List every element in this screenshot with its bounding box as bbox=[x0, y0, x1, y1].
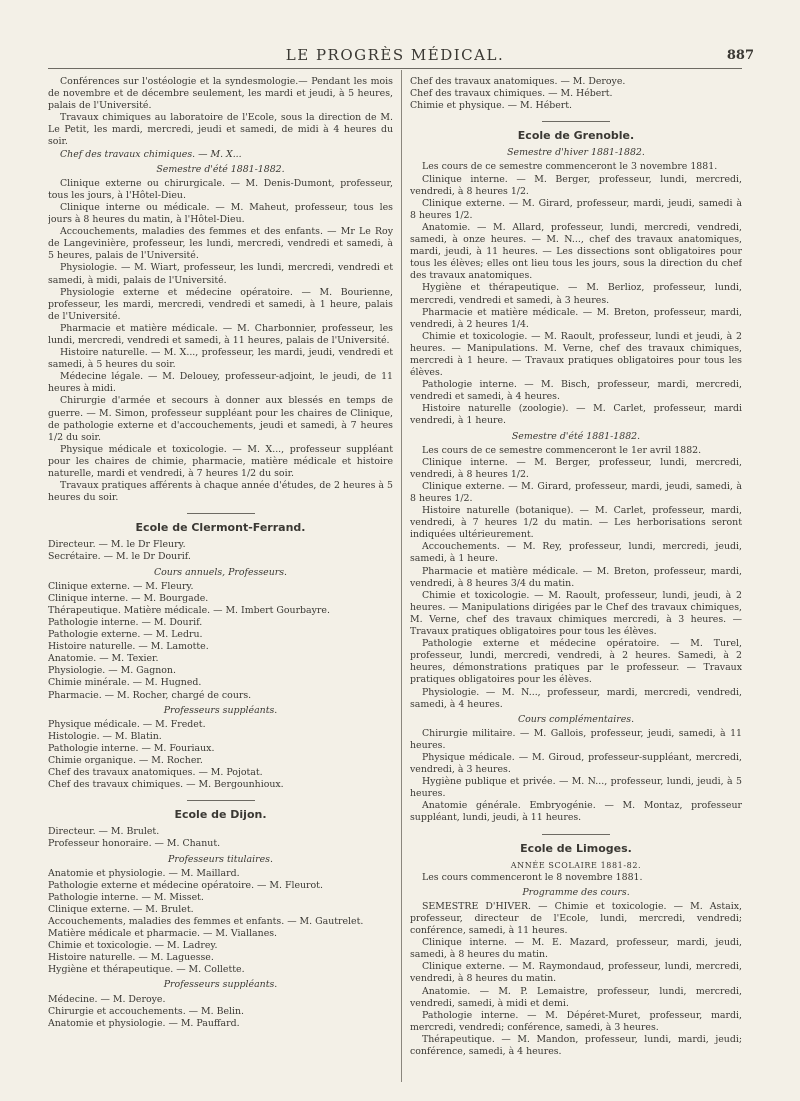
paragraph: Anatomie. — M. P. Lemaistre, professeur, lundi, mercredi, vendredi, samedi, à midi et demi. bbox=[410, 985, 742, 1009]
paragraph: Physiologie. — M. Wiart, professeur, les lundi, mercredi, vendredi et samedi, à midi, palais de l'Université. bbox=[48, 262, 393, 286]
list-item: Directeur. — M. Brulet. bbox=[48, 826, 160, 838]
list-item: Chimie et physique. — M. Hébert. bbox=[410, 100, 573, 112]
list-item: Chef des travaux anatomiques. — M. Pojotat. bbox=[48, 767, 263, 779]
section-subtitle: Programme des cours. bbox=[522, 886, 630, 898]
list-item: Histoire naturelle. — M. Laguesse. bbox=[48, 952, 214, 964]
paragraph: Accouchements. — M. Rey, professeur, lundi, mercredi, jeudi, samedi, à 1 heure. bbox=[410, 541, 742, 565]
paragraph: Conférences sur l'ostéologie et la syndesmologie.— Pendant les mois de novembre et de décembre seulement, les mardi et jeudi, à 5 heures, palais de l'Université. bbox=[48, 76, 393, 112]
list-item: Directeur. — M. le Dr Fleury. bbox=[48, 539, 186, 551]
section-subtitle: Semestre d'hiver 1881-1882. bbox=[507, 147, 645, 159]
list-item: Anatomie et physiologie. — M. Maillard. bbox=[48, 867, 240, 879]
paragraph: Chef des travaux chimiques. — M. X... bbox=[60, 148, 242, 160]
list-item: Accouchements, maladies des femmes et enfants. — M. Gautrelet. bbox=[48, 916, 364, 927]
paragraph: Histoire naturelle. — M. X..., professeur, les mardi, jeudi, vendredi et samedi, à 5 heures du soir. bbox=[48, 347, 393, 371]
column-rule bbox=[401, 70, 402, 1082]
paragraph: Clinique externe ou chirurgicale. — M. Denis-Dumont, professeur, tous les jours, à l'Hôtel-Dieu. bbox=[48, 177, 393, 201]
section-subtitle: Professeurs suppléants. bbox=[163, 979, 278, 991]
list-item: Thérapeutique. Matière médicale. — M. Imbert Gourbayre. bbox=[48, 604, 330, 616]
paragraph: Clinique interne. — M. E. Mazard, professeur, mardi, jeudi, samedi, à 8 heures du matin. bbox=[410, 937, 742, 961]
list-item: Physiologie. — M. Gagnon. bbox=[48, 665, 176, 677]
list-item: Pathologie externe et médecine opératoire. — M. Fleurot. bbox=[48, 879, 323, 891]
paragraph: Clinique externe. — M. Raymondaud, professeur, lundi, mercredi, vendredi, à 8 heures du matin. bbox=[410, 961, 742, 985]
paragraph: Pathologie externe et médecine opératoire. — M. Turel, professeur, lundi, mercredi, vendredi, à 2 heures. Samedi, à 2 heures, démonstrations pratiques par le professeur. — Travaux pratiques obligatoires pour les élèves. bbox=[410, 638, 742, 686]
list-item: Chimie minérale. — M. Hugned. bbox=[48, 677, 202, 689]
paragraph: Clinique externe. — M. Girard, professeur, mardi, jeudi, samedi à 8 heures 1/2. bbox=[410, 197, 742, 221]
separator bbox=[542, 121, 610, 122]
list-item: Pathologie interne. — M. Dourif. bbox=[48, 616, 203, 628]
paragraph: Les cours de ce semestre commenceront le 3 novembre 1881. bbox=[422, 161, 718, 173]
section-subtitle: Professeurs titulaires. bbox=[168, 853, 273, 865]
running-title: LE PROGRÈS MÉDICAL. bbox=[285, 46, 505, 64]
page-header bbox=[48, 46, 754, 69]
paragraph: Les cours commenceront le 8 novembre 1881. bbox=[422, 871, 643, 883]
list-item: Anatomie et physiologie. — M. Pauffard. bbox=[48, 1017, 240, 1029]
paragraph: Anatomie. — M. Allard, professeur, lundi, mercredi, vendredi, samedi, à onze heures. — M. N..., chef des travaux anatomiques, mardi, jeudi, à 11 heures. — Les dissections sont obligatoires pour tous les élèves; elles ont lieu tous les jours, sous la direction du chef des travaux anatomiques. bbox=[410, 221, 742, 282]
paragraph: Physique médicale et toxicologie. — M. X..., professeur suppléant pour les chaires de chimie, pharmacie, matière médicale et histoire naturelle, mardi et vendredi, à 7 heures 1/2 du soir. bbox=[48, 443, 393, 479]
school-title-grenoble: Ecole de Grenoble. bbox=[517, 129, 635, 143]
paragraph: SEMESTRE D'HIVER. — Chimie et toxicologie. — M. Astaix, professeur, directeur de l'Ecole, lundi, mercredi, vendredi; conférence, samedi, à 11 heures. bbox=[410, 900, 742, 937]
section-subtitle: Cours annuels, Professeurs. bbox=[153, 566, 288, 578]
paragraph: Pharmacie et matière médicale. — M. Breton, professeur, mardi, vendredi, à 2 heures 1/4. bbox=[410, 306, 742, 330]
paragraph: Médecine légale. — M. Delouey, professeur-adjoint, le jeudi, de 11 heures à midi. bbox=[48, 371, 393, 395]
list-item: Pathologie interne. — M. Fouriaux. bbox=[48, 742, 215, 754]
paragraph: Pharmacie et matière médicale. — M. Charbonnier, professeur, les lundi, mercredi, vendredi et samedi, à 11 heures, palais de l'Université. bbox=[48, 322, 393, 346]
paragraph: Clinique interne. — M. Berger, professeur, lundi, mercredi, vendredi, à 8 heures 1/2. bbox=[410, 456, 742, 480]
list-item: Pathologie externe. — M. Ledru. bbox=[48, 629, 203, 641]
list-item: Chef des travaux chimiques. — M. Bergounhioux. bbox=[48, 779, 284, 791]
paragraph: Clinique externe. — M. Girard, professeur, mardi, jeudi, samedi, à 8 heures 1/2. bbox=[410, 480, 742, 504]
section-subtitle: Professeurs suppléants. bbox=[163, 704, 278, 716]
list-item: Chirurgie et accouchements. — M. Belin. bbox=[48, 1005, 245, 1017]
paragraph: Pharmacie et matière médicale. — M. Breton, professeur, mardi, vendredi, à 8 heures 3/4 du matin. bbox=[410, 565, 742, 589]
paragraph: Physiologie. — M. N..., professeur, mardi, mercredi, vendredi, samedi, à 4 heures. bbox=[410, 686, 742, 710]
separator bbox=[187, 513, 255, 514]
list-item: Physique médicale. — M. Fredet. bbox=[48, 718, 206, 730]
right-column bbox=[410, 76, 742, 1086]
paragraph: Chimie et toxicologie. — M. Raoult, professeur, lundi, jeudi, à 2 heures. — Manipulations dirigées par le Chef des travaux chimiques, M. Verne, chef des travaux chimiques mercredi, à 3 heures. — Travaux pratiques obligatoires pour tous les élèves. bbox=[410, 589, 742, 638]
list-item: Pharmacie. — M. Rocher, chargé de cours. bbox=[48, 689, 252, 701]
paragraph: Physiologie externe et médecine opératoire. — M. Bourienne, professeur, les mardi, mercredi, vendredi et samedi, à 1 heure, palais de l'Université. bbox=[48, 286, 393, 322]
list-item: Chef des travaux chimiques. — M. Hébert. bbox=[410, 88, 613, 100]
school-title-dijon: Ecole de Dijon. bbox=[174, 808, 267, 822]
paragraph: Chirurgie d'armée et secours à donner aux blessés en temps de guerre. — M. Simon, professeur suppléant pour les chaires de Clinique, de pathologie externe et d'accouchements, jeudi et samedi, à 7 heures 1/2 du soir. bbox=[48, 395, 393, 443]
paragraph: Accouchements, maladies des femmes et des enfants. — Mr Le Roy de Langevinière, professeur, les lundi, mercredi, vendredi et samedi, à 5 heures, palais de l'Université. bbox=[48, 226, 393, 262]
paragraph: Chimie et toxicologie. — M. Raoult, professeur, lundi et jeudi, à 2 heures. — Manipulations. M. Verne, chef des travaux chimiques, mercredi à 1 heure. — Travaux pratiques obligatoires pour tous les élèves. bbox=[410, 330, 742, 379]
list-item: Clinique interne. — M. Bourgade. bbox=[48, 592, 209, 604]
list-item: Médecine. — M. Deroye. bbox=[48, 993, 166, 1005]
paragraph: Clinique interne. — M. Berger, professeur, lundi, mercredi, vendredi, à 8 heures 1/2. bbox=[410, 173, 742, 197]
paragraph: Clinique interne ou médicale. — M. Maheut, professeur, tous les jours à 8 heures du matin, à l'Hôtel-Dieu. bbox=[48, 201, 393, 226]
list-item: Matière médicale et pharmacie. — M. Viallanes. bbox=[48, 928, 278, 940]
list-item: Clinique externe. — M. Brulet. bbox=[48, 903, 194, 915]
paragraph: Chirurgie militaire. — M. Gallois, professeur, jeudi, samedi, à 11 heures. bbox=[410, 727, 742, 751]
left-column bbox=[48, 76, 393, 1086]
paragraph: Histoire naturelle (botanique). — M. Carlet, professeur, mardi, vendredi, à 7 heures 1/2 du matin. — Les herborisations seront indiquées ultérieurement. bbox=[410, 505, 742, 541]
paragraph: Travaux chimiques au laboratoire de l'Ecole, sous la direction de M. Le Petit, les mardi, mercredi, jeudi et samedi, de midi à 4 heures du soir. bbox=[48, 112, 393, 148]
list-item: Pathologie interne. — M. Misset. bbox=[48, 891, 204, 903]
paragraph: Physique médicale. — M. Giroud, professeur-suppléant, mercredi, vendredi, à 3 heures. bbox=[410, 751, 742, 776]
paragraph: Pathologie interne. — M. Dépéret-Muret, professeur, mardi, mercredi, vendredi; conférence, samedi, à 3 heures. bbox=[410, 1009, 742, 1033]
list-item: Chef des travaux anatomiques. — M. Deroye. bbox=[410, 76, 626, 87]
school-title-clermont: Ecole de Clermont-Ferrand. bbox=[135, 521, 306, 535]
list-item: Histoire naturelle. — M. Lamotte. bbox=[48, 641, 209, 653]
list-item: Clinique externe. — M. Fleury. bbox=[48, 580, 194, 592]
list-item: Chimie organique. — M. Rocher. bbox=[48, 754, 203, 766]
page-number: 887 bbox=[726, 48, 754, 63]
section-subtitle: Semestre d'été 1881-1882. bbox=[156, 163, 285, 175]
separator bbox=[187, 800, 255, 801]
paragraph: Les cours de ce semestre commenceront le 1er avril 1882. bbox=[422, 444, 702, 456]
paragraph: Anatomie générale. Embryogénie. — M. Montaz, professeur suppléant, lundi, jeudi, à 11 heures. bbox=[410, 800, 742, 824]
paragraph: Pathologie interne. — M. Bisch, professeur, mardi, mercredi, vendredi et samedi, à 4 heures. bbox=[410, 379, 742, 403]
list-item: Professeur honoraire. — M. Chanut. bbox=[48, 838, 221, 850]
list-item: Chimie et toxicologie. — M. Ladrey. bbox=[48, 940, 218, 952]
section-subtitle: Semestre d'été 1881-1882. bbox=[511, 430, 641, 442]
list-item: Secrétaire. — M. le Dr Dourif. bbox=[48, 551, 191, 563]
list-item: Hygiène et thérapeutique. — M. Collette. bbox=[48, 964, 245, 976]
paragraph: Hygiène publique et privée. — M. N..., professeur, lundi, jeudi, à 5 heures. bbox=[410, 776, 742, 800]
separator bbox=[542, 834, 610, 835]
paragraph: Travaux pratiques afférents à chaque année d'études, de 2 heures à 5 heures du soir. bbox=[48, 480, 393, 504]
list-item: Anatomie. — M. Texier. bbox=[48, 653, 159, 665]
paragraph: Histoire naturelle (zoologie). — M. Carlet, professeur, mardi vendredi, à 1 heure. bbox=[410, 403, 742, 427]
section-subtitle: Cours complémentaires. bbox=[517, 713, 635, 725]
list-item: Histologie. — M. Blatin. bbox=[48, 730, 162, 742]
paragraph: Hygiène et thérapeutique. — M. Berlioz, professeur, lundi, mercredi, vendredi et samedi, à 3 heures. bbox=[410, 282, 742, 306]
school-year: ANNÉE SCOLAIRE 1881-82. bbox=[510, 860, 642, 870]
paragraph: Thérapeutique. — M. Mandon, professeur, lundi, mardi, jeudi; conférence, samedi, à 4 heures. bbox=[410, 1033, 742, 1058]
school-title-limoges: Ecole de Limoges. bbox=[520, 841, 632, 855]
